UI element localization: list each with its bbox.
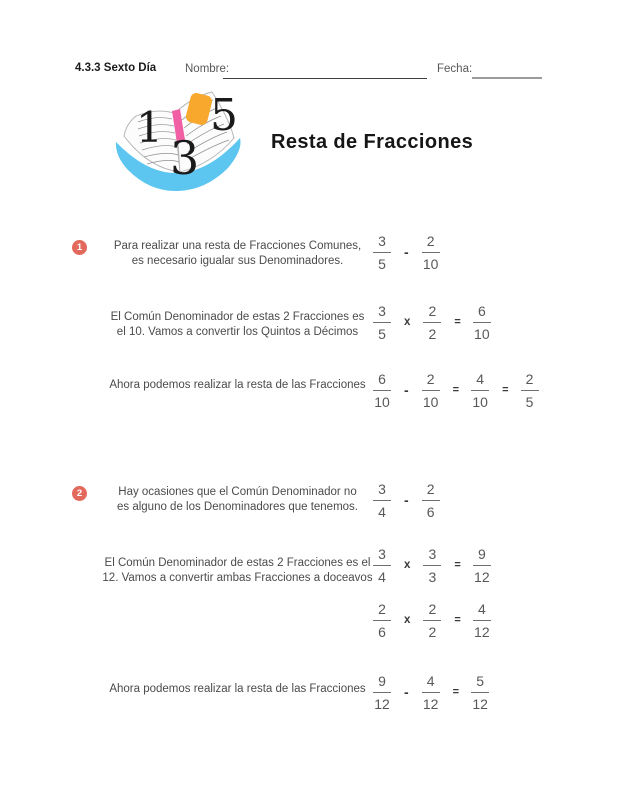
fraction — [373, 233, 391, 272]
denominator: 5 — [378, 255, 386, 272]
operator-minus: - — [404, 244, 409, 261]
date-label: Fecha: — [437, 63, 473, 75]
book-number-1: 1 — [136, 103, 163, 152]
fraction-bar — [473, 620, 491, 622]
denominator: 12 — [474, 623, 490, 640]
instruction-text — [100, 239, 375, 269]
fraction-bar — [423, 322, 441, 324]
instruction-line: es necesario igualar sus Denominadores. — [131, 255, 344, 267]
instruction-line: Ahora podemos realizar la resta de las Fracciones — [109, 683, 366, 695]
numerator: 3 — [378, 481, 386, 497]
fraction-bar — [373, 620, 391, 622]
instruction-text — [100, 485, 375, 515]
denominator: 12 — [474, 568, 490, 585]
fraction — [473, 303, 491, 342]
book-number-5: 5 — [210, 90, 238, 141]
math-expression — [373, 546, 491, 585]
name-blank-line — [223, 64, 427, 79]
instruction-text — [100, 682, 375, 697]
math-expression — [373, 673, 489, 712]
numerator: 2 — [426, 233, 435, 249]
math-expression — [373, 233, 440, 272]
fraction-bar — [422, 390, 440, 392]
denominator: 12 — [472, 695, 488, 712]
instruction-line: el 10. Vamos a convertir los Quintos a Décimos — [116, 326, 359, 338]
book-number-3: 3 — [170, 131, 200, 185]
numerator: 2 — [426, 371, 435, 387]
numerator: 3 — [378, 303, 386, 319]
fraction — [473, 546, 491, 585]
operator-multiply: x — [404, 614, 411, 627]
operator-equals: = — [454, 316, 460, 329]
math-expression — [373, 303, 491, 342]
fraction-bar — [422, 252, 440, 254]
denominator: 2 — [428, 623, 437, 640]
operator-equals: = — [502, 384, 508, 397]
numerator: 3 — [378, 546, 386, 562]
numerator: 2 — [378, 601, 386, 617]
name-label: Nombre: — [185, 63, 230, 75]
fraction — [471, 673, 489, 712]
fraction — [422, 673, 440, 712]
fraction-bar — [423, 620, 441, 622]
denominator: 3 — [428, 568, 437, 585]
denominator: 10 — [474, 325, 490, 342]
fraction — [423, 303, 441, 342]
math-expression — [373, 601, 491, 640]
section-badge: 1 — [72, 240, 87, 255]
instruction-line: Para realizar una resta de Fracciones Comunes, — [113, 240, 362, 252]
fraction — [422, 233, 440, 272]
denominator: 6 — [426, 503, 435, 520]
denominator: 4 — [378, 503, 386, 520]
numerator: 2 — [428, 303, 437, 319]
numerator: 6 — [477, 303, 486, 319]
denominator: 6 — [378, 623, 386, 640]
fraction — [373, 371, 391, 410]
numerator: 6 — [378, 371, 386, 387]
fraction — [471, 371, 489, 410]
numerator: 2 — [525, 371, 534, 387]
denominator: 5 — [378, 325, 386, 342]
numerator: 2 — [428, 601, 437, 617]
denominator: 12 — [374, 695, 390, 712]
instruction-text — [100, 378, 375, 393]
denominator: 10 — [374, 393, 390, 410]
fraction — [373, 601, 391, 640]
page-title: Resta de Fracciones — [271, 131, 474, 153]
numerator: 9 — [378, 673, 386, 689]
fraction-bar — [473, 565, 491, 567]
fraction — [521, 371, 539, 410]
open-book-illustration — [112, 86, 246, 200]
fraction-bar — [373, 252, 391, 254]
fraction — [422, 371, 440, 410]
instruction-text — [100, 556, 375, 586]
numerator: 9 — [477, 546, 486, 562]
numerator: 5 — [476, 673, 484, 689]
fraction-bar — [422, 692, 440, 694]
numerator: 3 — [428, 546, 437, 562]
instruction-line: 12. Vamos a convertir ambas Fracciones a doceavos — [102, 572, 373, 584]
instruction-line: Hay ocasiones que el Común Denominador no — [118, 486, 357, 498]
fraction-bar — [471, 692, 489, 694]
fraction-bar — [373, 565, 391, 567]
denominator: 10 — [472, 393, 488, 410]
fraction — [373, 546, 391, 585]
fraction — [373, 303, 391, 342]
operator-multiply: x — [404, 316, 411, 329]
operator-equals: = — [452, 384, 459, 397]
numerator: 4 — [477, 601, 486, 617]
denominator: 2 — [428, 325, 437, 342]
fraction — [423, 546, 441, 585]
numerator: 2 — [426, 481, 435, 497]
instruction-line: Ahora podemos realizar la resta de las Fracciones — [109, 379, 366, 391]
section-badge: 2 — [72, 486, 87, 501]
math-expression — [373, 371, 539, 410]
fraction-bar — [473, 322, 491, 324]
date-blank-line — [472, 63, 542, 79]
fraction — [422, 481, 440, 520]
operator-multiply: x — [404, 559, 411, 572]
fraction-bar — [422, 500, 440, 502]
instruction-line: es alguno de los Denominadores que tenemos. — [116, 501, 359, 513]
fraction — [373, 673, 391, 712]
math-expression — [373, 481, 440, 520]
fraction — [373, 481, 391, 520]
denominator: 10 — [422, 393, 439, 410]
fraction-bar — [373, 500, 391, 502]
operator-minus: - — [404, 382, 409, 399]
denominator: 12 — [422, 695, 439, 712]
fraction-bar — [471, 390, 489, 392]
numerator: 3 — [378, 233, 386, 249]
fraction-bar — [423, 565, 441, 567]
fraction-bar — [521, 390, 539, 392]
instruction-line: El Común Denominador de estas 2 Fracciones es el — [104, 557, 371, 569]
numerator: 4 — [426, 673, 435, 689]
denominator: 4 — [378, 568, 386, 585]
denominator: 5 — [525, 393, 534, 410]
operator-minus: - — [404, 492, 409, 509]
lesson-number: 4.3.3 Sexto Día — [75, 62, 157, 74]
instruction-line: El Común Denominador de estas 2 Fracciones es — [110, 311, 365, 323]
operator-equals: = — [454, 559, 460, 572]
fraction-bar — [373, 390, 391, 392]
fraction — [423, 601, 441, 640]
instruction-text — [100, 310, 375, 340]
fraction-bar — [373, 322, 391, 324]
numerator: 4 — [476, 371, 484, 387]
fraction — [473, 601, 491, 640]
denominator: 10 — [422, 255, 439, 272]
operator-minus: - — [404, 684, 409, 701]
operator-equals: = — [452, 686, 459, 699]
operator-equals: = — [454, 614, 460, 627]
fraction-bar — [373, 692, 391, 694]
